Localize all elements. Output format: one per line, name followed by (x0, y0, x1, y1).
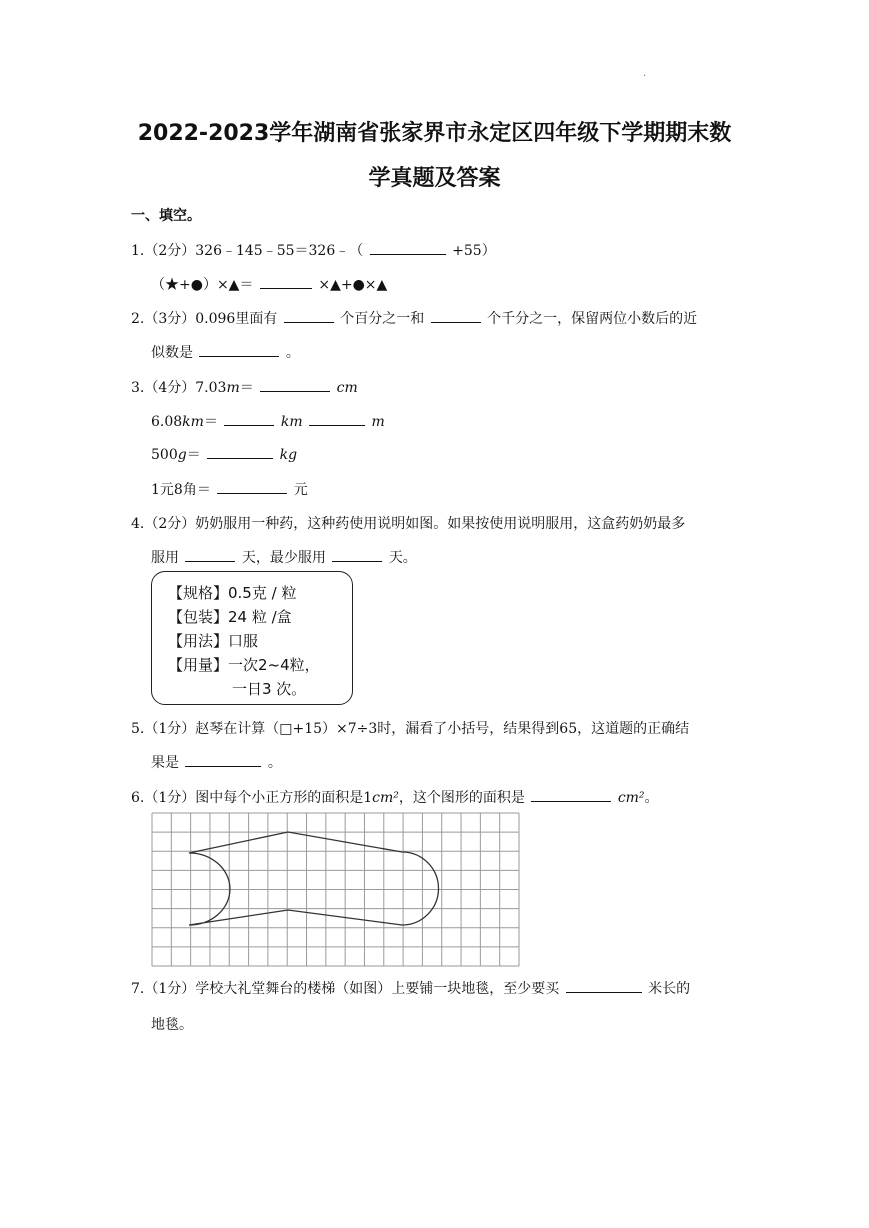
question-1-line-1 (131, 240, 496, 260)
q3-unit-km: km (182, 414, 204, 430)
instr-usage: 【用法】口服 (168, 632, 259, 650)
question-3-line-2 (151, 411, 385, 431)
q4-blank-1[interactable] (185, 547, 235, 562)
q3-l4-suffix: 元 (293, 482, 308, 498)
q6-unit-cm2-2: cm² (617, 790, 645, 806)
q2-blank-3[interactable] (199, 342, 279, 357)
grid-figure-svg (151, 812, 521, 968)
q1-blank-2[interactable] (260, 274, 312, 289)
q3-l2-prefix: 6.08 (151, 414, 183, 430)
q3-eq-3: ＝ (186, 447, 201, 463)
q6-suffix: 。 (644, 790, 659, 806)
q2-blank-1[interactable] (284, 308, 334, 323)
q3-eq-2: ＝ (203, 414, 218, 430)
q4-line2-prefix: 服用 (151, 550, 179, 566)
q7-prefix: 7.（1分）学校大礼堂舞台的楼梯（如图）上要铺一块地毯，至少要买 (131, 981, 560, 997)
question-1-line-2 (151, 274, 387, 294)
grid-figure (151, 812, 521, 972)
section-heading-fill-in: 一、填空。 (131, 208, 201, 224)
q3-unit-m: m (226, 380, 240, 396)
question-3-line-3 (151, 444, 297, 464)
medicine-instruction-box (151, 571, 353, 705)
q3-blank-1[interactable] (260, 377, 330, 392)
header-dot: . (643, 68, 647, 79)
question-4-line-2 (151, 547, 417, 567)
q2-mid2: 个千分之一，保留两位小数后的近 (487, 311, 698, 327)
question-7-line-1 (131, 978, 690, 998)
q3-unit-cm: cm (336, 380, 358, 396)
q3-blank-2[interactable] (224, 411, 274, 426)
instr-dosage: 【用量】一次2~4粒， (168, 656, 320, 674)
q2-line2-prefix: 似数是 (151, 345, 193, 361)
page-title-line-1: 2022-2023学年湖南省张家界市永定区四年级下学期期末数 (137, 121, 732, 146)
q3-blank-3[interactable] (309, 411, 365, 426)
q3-unit-km-2: km (280, 414, 303, 430)
q1-line2-suffix: ×▲+●×▲ (318, 277, 388, 293)
q5-line2-suffix: 。 (267, 755, 282, 771)
question-4-line-1: 4.（2分）奶奶服用一种药，这种药使用说明如图。如果按使用说明服用，这盒药奶奶最多 (131, 516, 686, 532)
q3-unit-m-2: m (371, 414, 385, 430)
grid-lines (152, 813, 519, 966)
q3-blank-5[interactable] (217, 479, 287, 494)
q7-blank[interactable] (566, 978, 642, 993)
q6-unit-cm2: cm² (372, 790, 399, 806)
q1-blank-1[interactable] (370, 240, 446, 255)
q3-l3-prefix: 500 (151, 447, 178, 463)
question-3-line-4 (151, 479, 308, 499)
q3-l4-prefix: 1元8角＝ (151, 482, 211, 498)
q4-line2-suffix: 天。 (388, 550, 417, 566)
q3-unit-g: g (177, 447, 187, 463)
q1-prefix: 1.（2分）326﹣145﹣55＝326﹣（ (131, 243, 364, 259)
q5-blank[interactable] (185, 752, 261, 767)
q2-line2-suffix: 。 (285, 345, 300, 361)
question-2-line-1 (131, 308, 697, 328)
question-2-line-2 (151, 342, 300, 362)
question-5-line-2 (151, 752, 282, 772)
q3-blank-4[interactable] (207, 444, 273, 459)
page-title-line-2: 学真题及答案 (368, 166, 501, 191)
question-7-line-2: 地毯。 (151, 1017, 193, 1033)
instr-spec: 【规格】0.5克 / 粒 (168, 584, 297, 602)
q1-line2-prefix: （★+●）×▲＝ (151, 277, 254, 293)
instr-frequency: 一日3 次。 (232, 680, 307, 698)
q7-suffix: 米长的 (648, 981, 691, 997)
q6-blank[interactable] (531, 787, 611, 802)
q3-eq: ＝ (239, 380, 254, 396)
q5-line2-prefix: 果是 (151, 755, 179, 771)
q6-prefix: 6.（1分）图中每个小正方形的面积是1 (131, 790, 373, 806)
q4-line2-mid: 天，最少服用 (241, 550, 326, 566)
q3-unit-kg: kg (279, 447, 298, 463)
q1-suffix: +55） (452, 243, 496, 259)
instr-package: 【包装】24 粒 /盒 (168, 608, 292, 626)
irregular-shape-outline (189, 832, 438, 925)
question-6-line-1 (131, 787, 659, 807)
question-5-line-1: 5.（1分）赵琴在计算（□+15）×7÷3时，漏看了小括号，结果得到65，这道题的正确结 (131, 721, 690, 737)
q2-prefix: 2.（3分）0.096里面有 (131, 311, 278, 327)
q2-blank-2[interactable] (431, 308, 481, 323)
question-3-line-1 (131, 377, 358, 397)
q2-mid1: 个百分之一和 (340, 311, 425, 327)
q4-blank-2[interactable] (332, 547, 382, 562)
q6-mid: ，这个图形的面积是 (398, 790, 525, 806)
q3-prefix: 3.（4分）7.03 (131, 380, 227, 396)
